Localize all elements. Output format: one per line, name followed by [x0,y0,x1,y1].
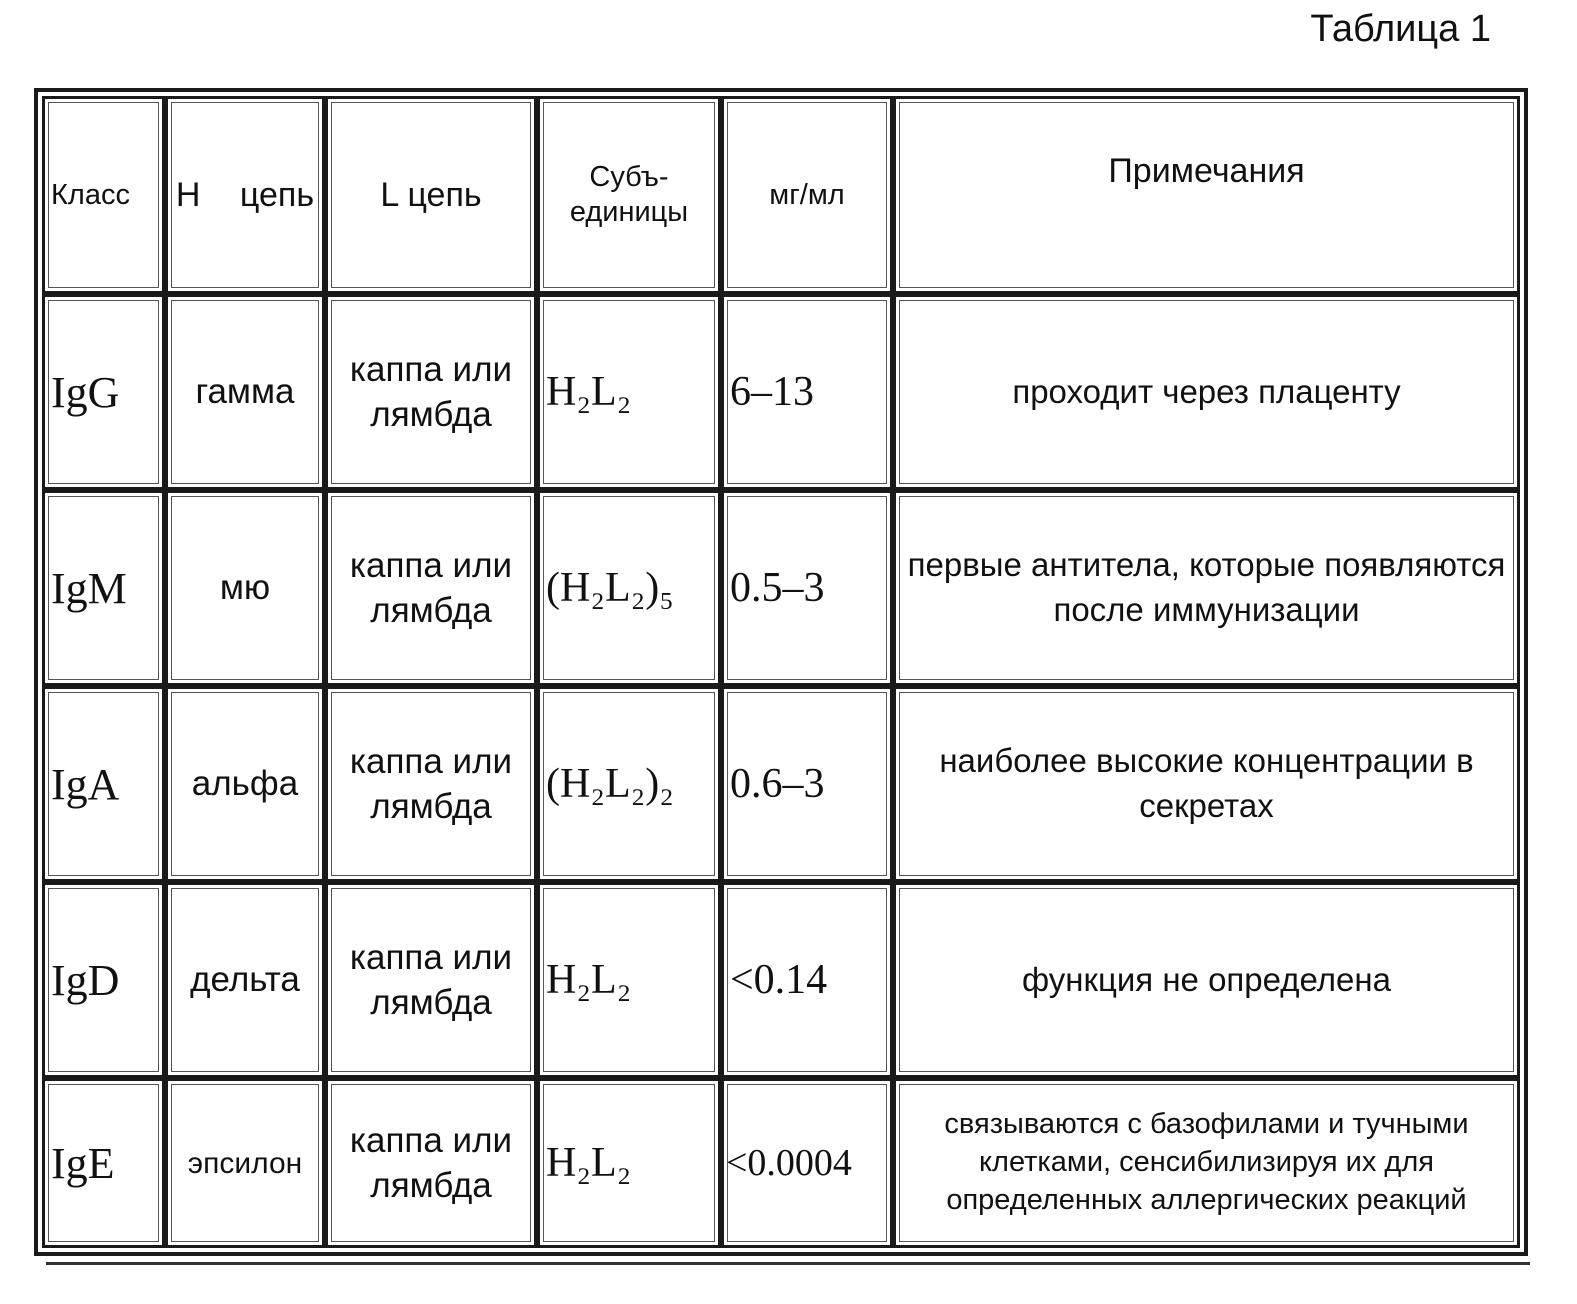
mg-ml-cell: 0.6–3 [721,686,893,882]
table-row [42,882,1520,1078]
header-row [42,96,1520,294]
class-cell: IgA [42,686,165,882]
h-chain-cell: альфа [165,686,325,882]
class-cell: IgM [42,490,165,686]
header-notes: Примечания [893,96,1520,294]
notes-cell: наиболее высокие концентрации в секретах [893,686,1520,882]
header-mg-ml: мг/мл [721,96,893,294]
l-chain-cell: каппа или лямбда [325,490,537,686]
subunits-cell: H₂L₂ [537,1078,721,1248]
table-caption: Таблица 1 [1310,8,1491,50]
l-chain-cell: каппа или лямбда [325,686,537,882]
notes-cell: функция не определена [893,882,1520,1078]
l-chain-cell: каппа или лямбда [325,1078,537,1248]
mg-ml-cell: 0.5–3 [721,490,893,686]
h-chain-cell: гамма [165,294,325,490]
notes-cell: первые антитела, которые появляются после иммунизации [893,490,1520,686]
h-chain-cell: эпсилон [165,1078,325,1248]
mg-ml-cell: <0.0004 [721,1078,893,1248]
table-grid [42,96,1520,1248]
subunits-cell: H₂L₂ [537,882,721,1078]
mg-ml-cell: 6–13 [721,294,893,490]
table-row [42,1078,1520,1248]
header-l-chain: L цепь [325,96,537,294]
table-row [42,490,1520,686]
subunits-cell: H₂L₂ [537,294,721,490]
bottom-rule [46,1262,1530,1265]
mg-ml-cell: <0.14 [721,882,893,1078]
h-chain-cell: дельта [165,882,325,1078]
table-row [42,294,1520,490]
header-h-chain: Н цепь [165,96,325,294]
class-cell: IgD [42,882,165,1078]
notes-cell: связываются с базофилами и тучными клетками, сенсибилизируя их для определенных аллергических реакций [893,1078,1520,1248]
class-cell: IgG [42,294,165,490]
l-chain-cell: каппа или лямбда [325,882,537,1078]
notes-cell: проходит через плаценту [893,294,1520,490]
l-chain-cell: каппа или лямбда [325,294,537,490]
h-chain-cell: мю [165,490,325,686]
header-subunits: Субъ-единицы [537,96,721,294]
class-cell: IgE [42,1078,165,1248]
header-class: Класс [42,96,165,294]
subunits-cell: (H₂L₂)₅ [537,490,721,686]
table-row [42,686,1520,882]
subunits-cell: (H₂L₂)₂ [537,686,721,882]
immunoglobulin-table [34,88,1528,1256]
